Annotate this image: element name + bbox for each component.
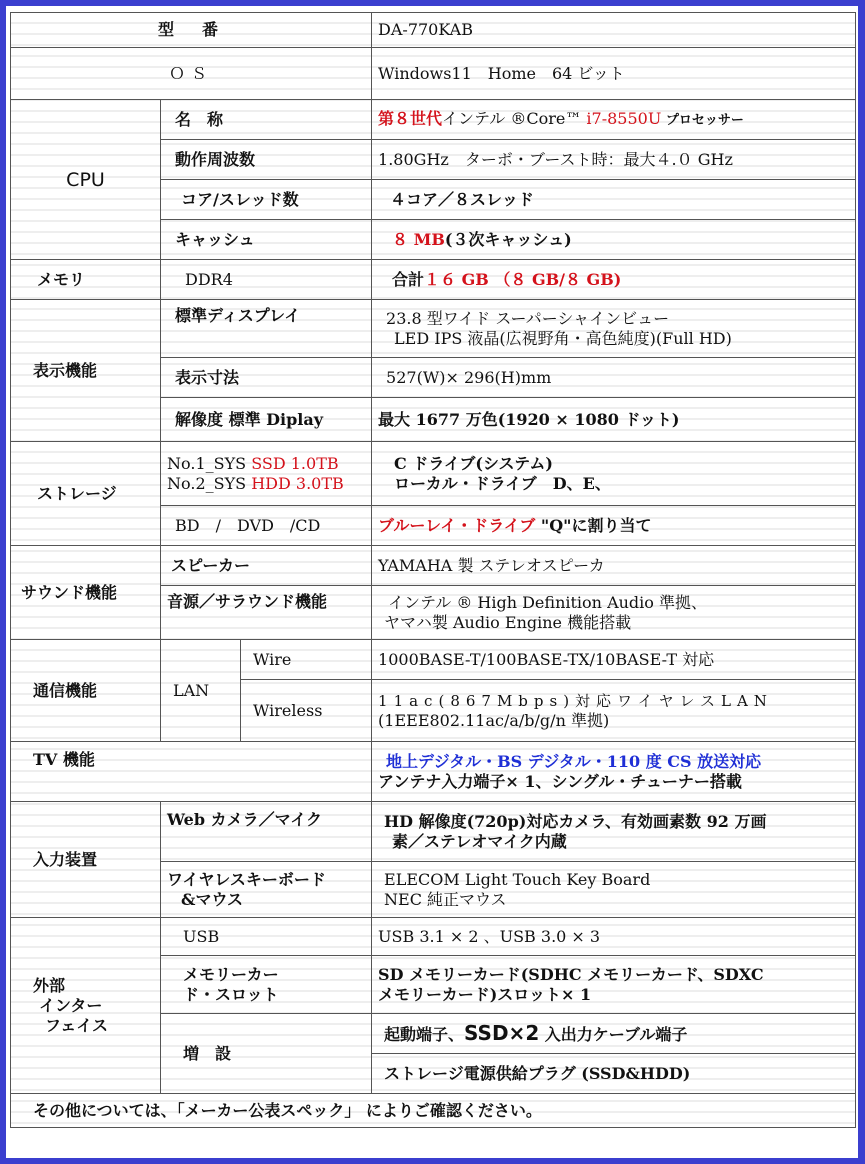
input-label: 入力装置 [11,802,161,918]
display-standard-label: 標準ディスプレイ [161,300,372,358]
sound-label: サウンド機能 [11,546,161,640]
interface-usb-label: USB [161,918,372,956]
os-value: Windows11 Home 64 ビット [372,48,856,100]
storage-drives-label [161,442,372,506]
row-network-wire [11,640,856,680]
interface-expansion-label: 増 設 [161,1014,372,1094]
storage-drive2-type: HDD 3.0TB [251,473,344,493]
cpu-generation: 第８世代 [378,108,443,128]
interface-label1: 外部 [33,975,66,995]
storage-optical-letter: "Q"に割り当て [535,515,652,535]
input-keyboard-label2: &マウス [181,889,243,909]
interface-expansion-line1b: SSD×2 [464,1020,540,1045]
row-input-camera [11,802,856,862]
cpu-cache-size: ８ MB [392,229,445,249]
cpu-label: CPU [11,100,161,260]
sound-audio-value [372,586,856,640]
memory-value [372,260,856,300]
model-label: 型 番 [11,13,372,48]
storage-drive2-prefix: No.2_SYS [167,473,252,493]
interface-usb-value: USB 3.1 × 2 、USB 3.0 × 3 [372,918,856,956]
interface-card-line2: メモリーカード)スロット× 1 [378,984,592,1004]
interface-expansion-line1 [372,1014,856,1054]
interface-card-line1: SD メモリーカード(SDHC メモリーカード、SDXC [378,964,764,984]
display-standard-line2: LED IPS 液晶(広視野角・高色純度)(Full HD) [394,328,732,348]
row-os [11,48,856,100]
memory-capacity: １６ GB （８ GB/８ GB) [424,269,622,289]
input-camera-line1: HD 解像度(720p)対応カメラ、有効画素数 92 万画 [384,811,767,831]
network-wireless-line2: (1EEE802.11ac/a/b/g/n 準拠) [378,710,610,730]
cpu-freq-value: 1.80GHz ターボ・ブースト時：最大４.０ GHz [372,140,856,180]
memory-total-label: 合計 [392,269,425,289]
input-keyboard-line1: ELECOM Light Touch Key Board [384,869,651,889]
input-camera-label: Web カメラ／マイク [161,802,372,862]
tv-line1: 地上デジタル・BS デジタル・110 度 CS 放送対応 [386,751,762,771]
cpu-cores-label: コア/スレッド数 [161,180,372,220]
network-wire-label: Wire [241,640,372,680]
interface-expansion-line1c: 入出力ケーブル端子 [539,1024,688,1044]
sound-audio-line1: インテル ® High Definition Audio 準拠、 [388,592,708,612]
row-footer [11,1094,856,1128]
storage-drives-value [372,442,856,506]
memory-type: DDR4 [161,260,372,300]
interface-card-label [161,956,372,1014]
storage-optical-label: BD / DVD /CD [161,506,372,546]
interface-label3: フェイス [45,1015,109,1035]
spec-table [10,12,856,1128]
input-keyboard-value [372,862,856,918]
network-lan: LAN [161,640,241,742]
storage-optical-drive: ブルーレイ・ドライブ [378,515,536,535]
row-storage-drives [11,442,856,506]
sound-audio-label: 音源／サラウンド機能 [161,586,372,640]
interface-expansion-line2: ストレージ電源供給プラグ (SSD&HDD) [372,1054,856,1094]
cpu-cache-value [372,220,856,260]
row-sound-speaker [11,546,856,586]
display-size-label: 表示寸法 [161,358,372,398]
cpu-cache-label: キャッシュ [161,220,372,260]
memory-label: メモリ [11,260,161,300]
cpu-brand: インテル ®Core™ [442,108,587,128]
tv-value [372,742,856,802]
network-wireless-line1: 11ac(867Mbps)対応ワイヤレスLAN [378,691,773,710]
row-model [11,13,856,48]
storage-drive2-desc: ローカル・ドライブ D、E、 [394,473,611,493]
row-memory [11,260,856,300]
storage-drive1-prefix: No.1_SYS [167,453,252,473]
sound-audio-line2: ヤマハ製 Audio Engine 機能搭載 [384,612,632,632]
sound-speaker-value: YAMAHA 製 ステレオスピーカ [372,546,856,586]
cpu-freq-label: 動作周波数 [161,140,372,180]
input-keyboard-line2: NEC 純正マウス [384,889,507,909]
row-tv [11,742,856,802]
interface-card-label1: メモリーカー [183,964,279,984]
cpu-cores-value: ４コア／８スレッド [372,180,856,220]
network-wireless-label: Wireless [241,680,372,742]
interface-label [11,918,161,1094]
row-cpu-name [11,100,856,140]
cpu-cache-level: (３次キャッシュ) [444,229,572,249]
interface-card-label2: ド・スロット [183,984,279,1004]
cpu-name-label: 名 称 [161,100,372,140]
footer-note: その他については、「メーカー公表スペック」 によりご確認ください。 [11,1094,856,1128]
input-keyboard-label [161,862,372,918]
input-keyboard-label1: ワイヤレスキーボード [167,869,326,889]
storage-drive1-label [167,454,365,474]
tv-line2: アンテナ入力端子× 1、シングル・チューナー搭載 [378,771,742,791]
display-standard-line1: 23.8 型ワイド スーパーシャインビュー [386,308,670,328]
cpu-model: i7-8550U [586,108,662,128]
network-wire-value: 1000BASE-T/100BASE-TX/10BASE-T 対応 [372,640,856,680]
storage-drive1-type: SSD 1.0TB [251,453,339,473]
display-resolution-value: 最大 1677 万色(1920 × 1080 ドット) [372,398,856,442]
row-interface-usb [11,918,856,956]
storage-drive1-desc: C ドライブ(システム) [394,453,553,473]
input-camera-line2: 素／ステレオマイク内蔵 [392,831,567,851]
display-standard-value [372,300,856,358]
interface-expansion-line1a: 起動端子、 [384,1024,465,1044]
display-resolution-label: 解像度 標準 Diplay [161,398,372,442]
display-label: 表示機能 [11,300,161,442]
sound-speaker-label: スピーカー [161,546,372,586]
interface-label2: インター [39,995,103,1015]
row-display-standard [11,300,856,358]
input-camera-value [372,802,856,862]
storage-drive2-label [167,474,365,494]
cpu-name-value [372,100,856,140]
interface-card-value [372,956,856,1014]
model-value: DA-770KAB [372,13,856,48]
storage-optical-value [372,506,856,546]
network-label: 通信機能 [11,640,161,742]
cpu-processor: プロセッサー [661,112,744,128]
os-label: ＯＳ [11,48,372,100]
network-wireless-value [372,680,856,742]
tv-label: TV 機能 [11,742,372,802]
display-size-value: 527(W)× 296(H)mm [372,358,856,398]
storage-label: ストレージ [11,442,161,546]
